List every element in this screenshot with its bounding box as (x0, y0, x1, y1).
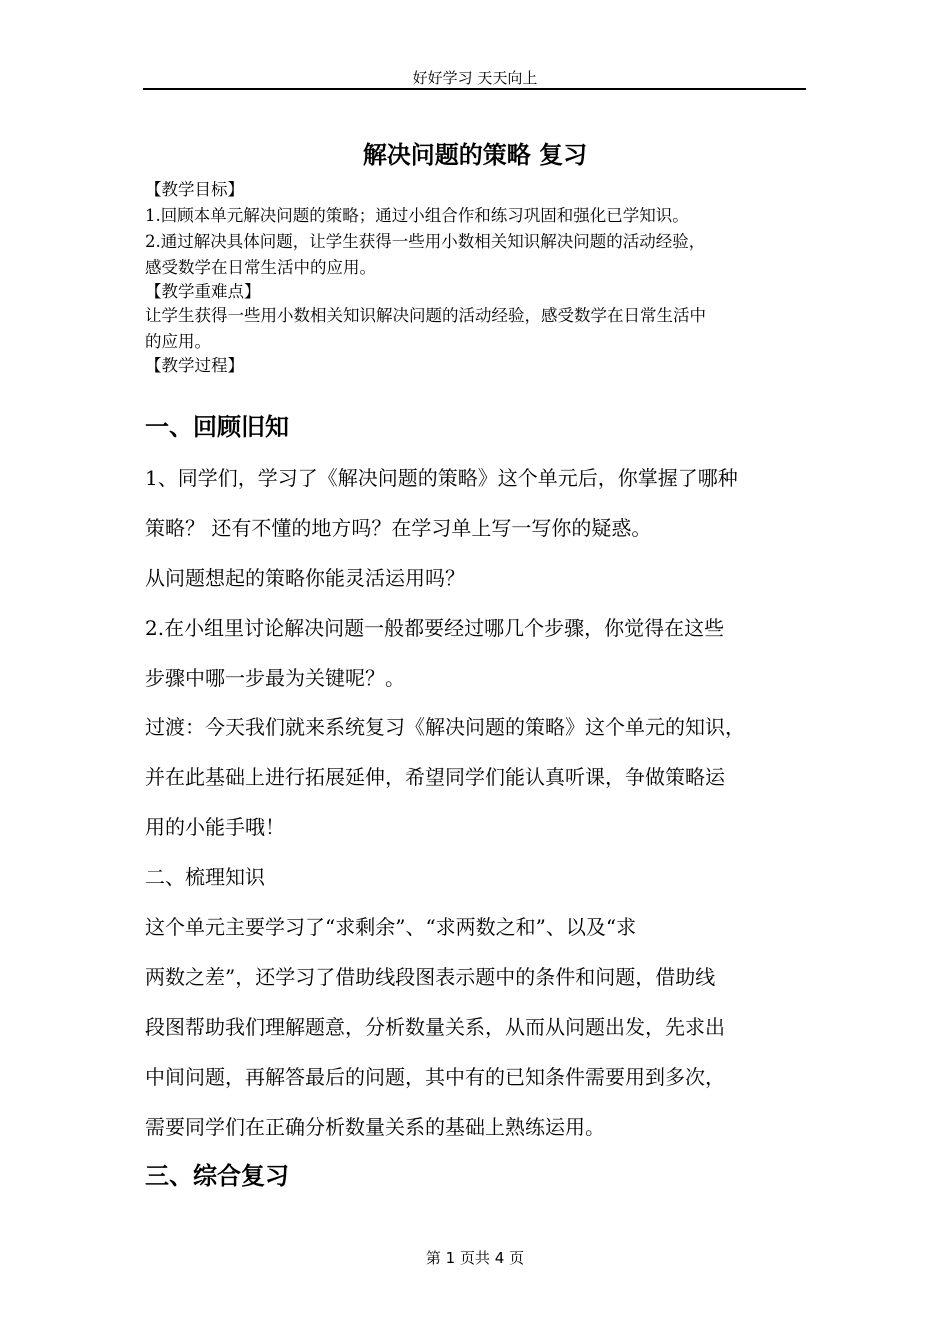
section-1-heading: 一、回顾旧知 (145, 412, 289, 441)
goals-item-1: 1.回顾本单元解决问题的策略；通过小组合作和练习巩固和强化已学知识。 (145, 206, 689, 225)
key-points-line-1: 让学生获得一些用小数相关知识解决问题的活动经验，感受数学在日常生活中 (145, 306, 706, 325)
section-1-p1-line-2: 策略？ 还有不懂的地方吗？在学习单上写一写你的疑惑。 (145, 516, 652, 540)
section-1-p4-line-3: 用的小能手哦！ (145, 815, 285, 839)
section-1-p3-line-1: 2.在小组里讨论解决问题一般都要经过哪几个步骤，你觉得在这些 (145, 616, 725, 640)
process-label: 【教学过程】 (145, 356, 244, 375)
section-1-p4-line-1: 过渡：今天我们就来系统复习《解决问题的策略》这个单元的知识， (145, 715, 745, 739)
section-2-line-3: 段图帮助我们理解题意，分析数量关系，从而从问题出发，先求出 (145, 1015, 725, 1039)
section-3-heading: 三、综合复习 (145, 1161, 289, 1190)
key-points-label: 【教学重难点】 (145, 282, 261, 301)
goals-item-2-line-2: 感受数学在日常生活中的应用。 (145, 258, 376, 277)
key-points-line-2: 的应用。 (145, 332, 211, 351)
page-header: 好好学习 天天向上 (412, 69, 538, 87)
section-2-heading: 二、梳理知识 (145, 865, 265, 889)
section-2-line-4: 中间问题，再解答最后的问题，其中有的已知条件需要用到多次， (145, 1065, 725, 1089)
section-1-p2: 从问题想起的策略你能灵活运用吗？ (145, 566, 465, 590)
page-footer: 第 1 页共 4 页 (425, 1249, 525, 1267)
section-1-p4-line-2: 并在此基础上进行拓展延伸，希望同学们能认真听课，争做策略运 (145, 765, 725, 789)
header-rule (143, 88, 806, 90)
goals-item-2-line-1: 2.通过解决具体问题，让学生获得一些用小数相关知识解决问题的活动经验， (145, 232, 706, 251)
section-1-p3-line-2: 步骤中哪一步最为关键呢？。 (145, 666, 405, 690)
goals-label: 【教学目标】 (145, 180, 244, 199)
section-1-p1-line-1: 1、同学们，学习了《解决问题的策略》这个单元后，你掌握了哪种 (145, 466, 738, 490)
document-title: 解决问题的策略 复习 (362, 140, 588, 169)
section-2-line-5: 需要同学们在正确分析数量关系的基础上熟练运用。 (145, 1115, 605, 1139)
section-2-line-2: 两数之差”，还学习了借助线段图表示题中的条件和问题，借助线 (145, 965, 716, 989)
section-2-line-1: 这个单元主要学习了“求剩余”、“求两数之和”、以及“求 (145, 915, 637, 939)
